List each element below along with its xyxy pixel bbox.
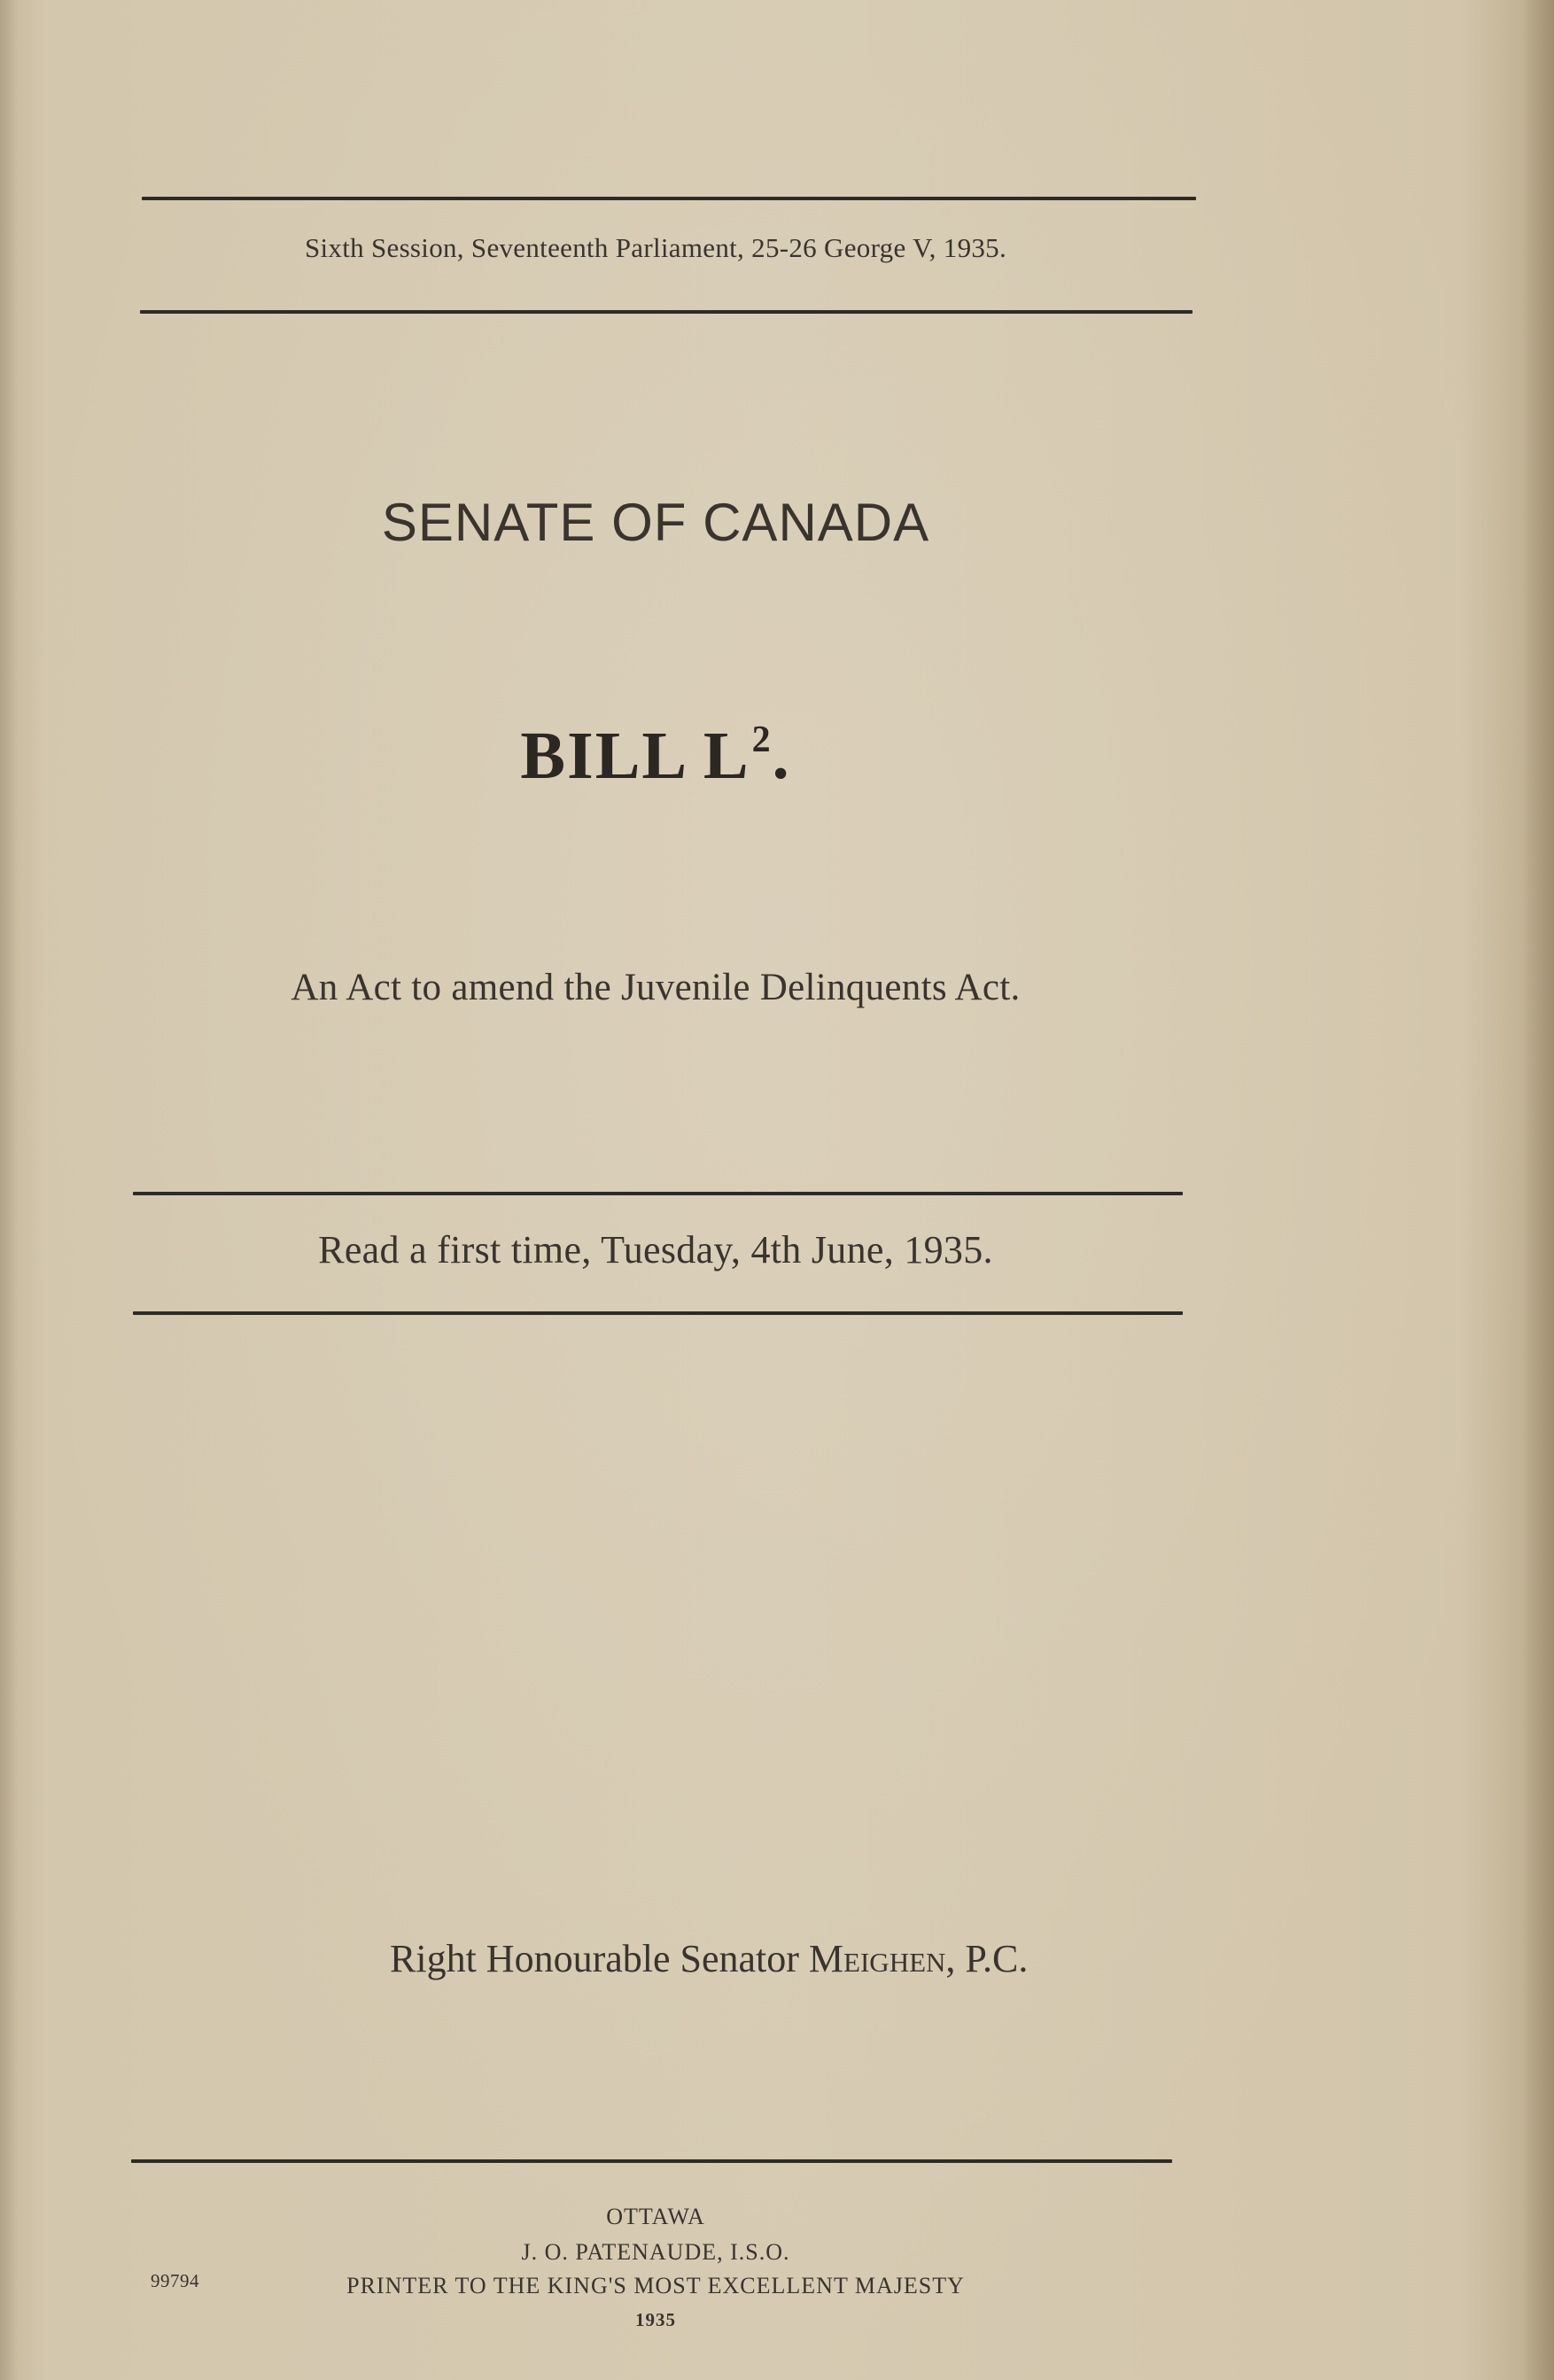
bill-title <box>0 718 1311 795</box>
imprint-year: 1935 <box>635 2309 676 2330</box>
sponsor-suffix: , P.C. <box>945 1937 1029 1980</box>
imprint-printer: J. O. PATENAUDE, I.S.O. <box>521 2239 790 2265</box>
act-description: An Act to amend the Juvenile Delinquents Act. <box>291 967 1021 1008</box>
page-edge-shadow-right <box>1522 0 1554 2380</box>
bill-suffix: . <box>772 719 791 793</box>
sponsor-name: Meighen <box>808 1937 946 1980</box>
imprint-city: OTTAWA <box>606 2204 705 2229</box>
reading-rule-bottom <box>133 1311 1183 1315</box>
session-heading: Sixth Session, Seventeenth Parliament, 25-26 George V, 1935. <box>304 232 1007 263</box>
header-rule-bottom <box>140 310 1193 314</box>
bill-superscript: 2 <box>751 719 773 760</box>
print-number: 99794 <box>151 2270 199 2291</box>
page-edge-shadow-left <box>0 0 18 2380</box>
bill-name: BILL L <box>520 719 750 793</box>
imprint-rule <box>131 2159 1172 2163</box>
imprint-title: PRINTER TO THE KING'S MOST EXCELLENT MAJESTY <box>346 2273 965 2298</box>
header-rule-top <box>142 197 1196 200</box>
sponsor-prefix: Right Honourable Senator <box>390 1937 809 1980</box>
sponsor-line <box>390 1936 1028 1981</box>
chamber-title: SENATE OF CANADA <box>381 493 930 552</box>
reading-note: Read a first time, Tuesday, 4th June, 1935. <box>318 1228 993 1272</box>
reading-rule-top <box>133 1192 1183 1195</box>
